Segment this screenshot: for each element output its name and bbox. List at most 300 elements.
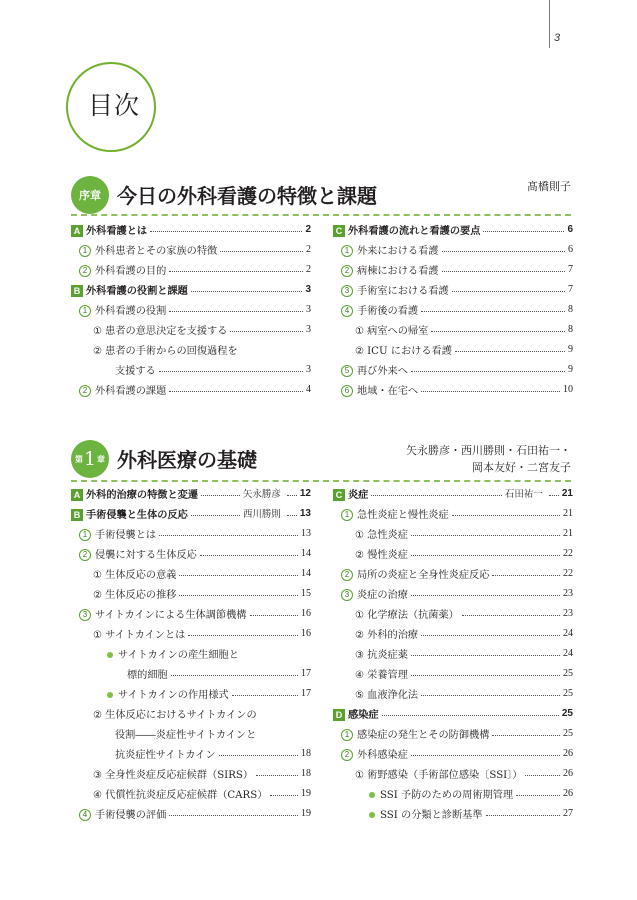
toc-entry-title (71, 486, 198, 501)
leader-dots (492, 735, 560, 736)
circled-number-marker: 4 (341, 305, 353, 317)
page-ref: 7 (568, 263, 573, 275)
page-number: 3 (554, 32, 561, 44)
section-letter-marker: B (71, 285, 83, 297)
toc-entry-title (355, 526, 408, 541)
toc-entry-title (341, 746, 408, 761)
toc-entry-text: 血液浄化法 (367, 689, 419, 701)
toc-entry[interactable] (71, 319, 311, 339)
toc-entry-text: 患者の意思決定を支援する (105, 325, 228, 337)
toc-entry-title (115, 362, 156, 377)
toc-entry-title (93, 586, 176, 601)
page-ref: 21 (563, 527, 573, 539)
leader-dots (492, 575, 560, 576)
header-rule (549, 0, 550, 48)
toc-entry[interactable] (71, 219, 311, 239)
leader-dots (421, 391, 560, 392)
toc-entry-title (333, 222, 480, 237)
toc-entry-text: 感染症 (348, 709, 379, 721)
toc-entry-title (355, 646, 408, 661)
toc-entry-text: 局所の炎症と全身性炎症反応 (357, 569, 490, 581)
section-letter-marker: A (71, 489, 83, 501)
toc-entry[interactable] (71, 279, 311, 299)
toc-entry[interactable] (333, 279, 573, 299)
chapter-divider (71, 214, 571, 216)
toc-entry-text: 外科看護の役割と課題 (86, 285, 188, 297)
page-ref: 16 (301, 607, 311, 619)
toc-entry-text: 抗炎症性サイトカイン (115, 749, 216, 761)
page-ref: 26 (563, 747, 573, 759)
toc-entry-text: 急性炎症 (367, 529, 408, 541)
toc-entry-text: 侵襲に対する生体反応 (95, 549, 197, 561)
chapter-title: 今日の外科看護の特徴と課題 (117, 184, 377, 208)
leader-dots (256, 775, 298, 776)
leader-dots (220, 251, 303, 252)
page-ref: 21 (563, 507, 573, 519)
page-ref: 25 (563, 667, 573, 679)
toc-entry-text: 手術侵襲と生体の反応 (86, 509, 188, 521)
toc-entry[interactable] (71, 763, 311, 783)
subitem-number-marker: ① (355, 609, 365, 621)
page-ref: 18 (301, 767, 311, 779)
leader-dots (483, 231, 564, 232)
subitem-number-marker: ③ (355, 649, 365, 661)
subitem-number-marker: ① (355, 769, 365, 781)
page-ref: 3 (306, 363, 311, 375)
toc-entry[interactable] (333, 723, 573, 743)
chapter-authors (527, 178, 571, 195)
circled-number-marker: 1 (79, 245, 91, 257)
leader-dots (169, 271, 303, 272)
subitem-number-marker: ① (355, 529, 365, 541)
leader-dots (411, 595, 560, 596)
toc-entry-text: 外科看護の役割 (95, 305, 167, 317)
leader-dots (159, 535, 298, 536)
toc-entry-title (341, 726, 489, 741)
toc-entry-text: 代償性抗炎症反応症候群（CARS） (105, 789, 268, 801)
toc-entry-title (341, 566, 489, 581)
toc-entry-text: サイトカインの作用様式 (118, 689, 229, 701)
leader-dots (549, 495, 559, 496)
leader-dots (219, 755, 298, 756)
toc-entry[interactable] (71, 379, 311, 399)
leader-dots (287, 515, 297, 516)
page-ref: 8 (568, 323, 573, 335)
toc-entry-text: 慢性炎症 (367, 549, 408, 561)
leader-dots (250, 615, 299, 616)
toc-entry-title (341, 242, 439, 257)
page-ref: 25 (561, 707, 573, 719)
toc-entry[interactable] (71, 603, 311, 623)
subitem-number-marker: ⑤ (355, 689, 365, 701)
leader-dots (462, 615, 560, 616)
chapter-intro (71, 176, 571, 406)
toc-entry[interactable] (333, 663, 573, 683)
toc-entry-text: 全身性炎症反応症候群（SIRS） (105, 769, 254, 781)
author-line: 岡本友好・二宮友子 (472, 461, 571, 474)
leader-dots (411, 555, 560, 556)
subitem-number-marker: ① (355, 325, 365, 337)
leader-dots (230, 331, 303, 332)
leader-dots (150, 231, 302, 232)
subitem-number-marker: ② (355, 629, 365, 641)
toc-entry-title (355, 322, 428, 337)
toc-entry[interactable] (71, 783, 311, 803)
chapter-title: 外科医療の基礎 (117, 448, 257, 472)
toc-entry[interactable] (71, 543, 311, 563)
page-ref: 23 (563, 607, 573, 619)
page-ref: 10 (563, 383, 573, 395)
toc-entry-text: 生体反応におけるサイトカインの (105, 709, 257, 721)
toc-entry[interactable] (71, 359, 311, 379)
page-ref: 25 (563, 687, 573, 699)
chapter-badge-prefix: 第 (74, 454, 83, 464)
page-ref: 14 (301, 547, 311, 559)
toc-entry[interactable] (71, 503, 311, 523)
leader-dots (232, 695, 298, 696)
toc-entry-text: 病棟における看護 (357, 265, 439, 277)
page-ref: 7 (568, 283, 573, 295)
toc-entry-text: 生体反応の意義 (105, 569, 177, 581)
toc-entry-title (333, 706, 379, 721)
leader-dots (411, 535, 560, 536)
toc-entry[interactable] (71, 803, 311, 823)
page-ref: 24 (563, 627, 573, 639)
toc-entry-title (355, 686, 418, 701)
toc-entry-text: SSI の分類と診断基準 (380, 809, 483, 821)
toc-entry-title (341, 362, 408, 377)
toc-entry[interactable] (333, 239, 573, 259)
page-ref: 13 (301, 527, 311, 539)
page-ref: 26 (563, 787, 573, 799)
toc-entry-title (71, 282, 188, 297)
toc-entry-title (79, 302, 166, 317)
toc-entry-text: 外科看護の課題 (95, 385, 167, 397)
subitem-number-marker: ② (355, 345, 365, 357)
page-ref: 24 (563, 647, 573, 659)
leader-dots (371, 495, 501, 496)
toc-entry-title (93, 786, 267, 801)
toc-entry[interactable] (333, 643, 573, 663)
leader-dots (516, 795, 560, 796)
leader-dots (452, 291, 565, 292)
page-ref: 3 (306, 323, 311, 335)
circled-number-marker: 3 (341, 285, 353, 297)
toc-entry-title (107, 686, 229, 701)
circled-number-marker: 1 (341, 509, 353, 521)
toc-title: 目次 (88, 91, 141, 120)
page-ref: 13 (299, 507, 311, 519)
toc-entry-title (355, 626, 418, 641)
subitem-number-marker: ④ (355, 669, 365, 681)
toc-entry-text: 手術後の看護 (357, 305, 419, 317)
toc-entry-title (93, 706, 257, 721)
toc-entry[interactable] (333, 683, 573, 703)
toc-entry[interactable] (333, 259, 573, 279)
leader-dots (411, 675, 560, 676)
page-ref: 8 (568, 303, 573, 315)
chapter-badge (71, 440, 109, 478)
toc-entry[interactable] (333, 359, 573, 379)
leader-dots (411, 755, 560, 756)
section-author: 矢永勝彦 (242, 489, 281, 500)
toc-entry[interactable] (333, 219, 573, 239)
toc-entry-text: 病室への帰室 (367, 325, 429, 337)
page-ref: 22 (563, 547, 573, 559)
leader-dots (452, 515, 560, 516)
leader-dots (442, 271, 566, 272)
toc-entry-title (341, 262, 439, 277)
subitem-number-marker: ② (93, 709, 103, 721)
toc-entry-text: 炎症の治療 (357, 589, 408, 601)
toc-entry-text: 術野感染（手術部位感染〔SSI〕） (367, 769, 523, 781)
page-ref: 2 (305, 223, 311, 235)
toc-entry-text: SSI 予防のための周術期管理 (380, 789, 514, 801)
page-ref: 2 (306, 243, 311, 255)
toc-entry-text: 役割――炎症性サイトカインと (115, 729, 257, 741)
leader-dots (287, 495, 297, 496)
toc-entry[interactable] (333, 319, 573, 339)
page-ref: 23 (563, 587, 573, 599)
toc-entry-title (93, 626, 185, 641)
toc-entry-text: 地域・在宅へ (357, 385, 419, 397)
circled-number-marker: 2 (79, 385, 91, 397)
toc-entry[interactable] (333, 803, 573, 823)
toc-entry-text: サイトカインの産生細胞と (118, 649, 239, 661)
toc-entry[interactable] (333, 743, 573, 763)
page-ref: 19 (301, 807, 311, 819)
toc-entry-text: 再び外来へ (357, 365, 408, 377)
toc-entry-title (341, 282, 449, 297)
subitem-number-marker: ① (93, 569, 103, 581)
subitem-number-marker: ② (93, 345, 103, 357)
toc-entry[interactable] (333, 703, 573, 723)
toc-entry-text: 急性炎症と慢性炎症 (357, 509, 449, 521)
toc-entry[interactable] (71, 259, 311, 279)
leader-dots (191, 515, 240, 516)
circled-number-marker: 1 (341, 729, 353, 741)
toc-entry-text: 外科看護の目的 (95, 265, 167, 277)
chapter-authors (406, 442, 571, 476)
circled-number-marker: 2 (79, 549, 91, 561)
leader-dots (171, 675, 298, 676)
page-ref: 3 (305, 283, 311, 295)
page-ref: 9 (568, 343, 573, 355)
toc-entry-text: 化学療法（抗菌薬） (367, 609, 459, 621)
page-ref: 3 (306, 303, 311, 315)
circled-number-marker: 2 (341, 749, 353, 761)
toc-entry[interactable] (71, 723, 311, 743)
page-ref: 17 (301, 667, 311, 679)
toc-entry[interactable] (333, 299, 573, 319)
toc-entry-text: 抗炎症薬 (367, 649, 408, 661)
toc-entry-title (93, 566, 176, 581)
page-ref: 12 (299, 487, 311, 499)
leader-dots (382, 715, 559, 716)
toc-entry-title (355, 546, 408, 561)
chapter-badge-number: 1 (83, 448, 97, 470)
subitem-number-marker: ④ (93, 789, 103, 801)
leader-dots (169, 311, 303, 312)
circled-number-marker: 1 (79, 529, 91, 541)
toc-entry-text: 支援する (115, 365, 156, 377)
toc-entry-title (355, 766, 522, 781)
toc-entry-title (355, 666, 408, 681)
toc-entry-text: 外科感染症 (357, 749, 408, 761)
page-ref: 14 (301, 567, 311, 579)
toc-entry[interactable] (71, 583, 311, 603)
toc-entry[interactable] (71, 483, 311, 503)
author-line: 髙橋則子 (527, 180, 571, 193)
toc-entry-text: 患者の手術からの回復過程を (105, 345, 238, 357)
toc-entry-title (115, 726, 256, 741)
toc-entry[interactable] (333, 583, 573, 603)
toc-entry-text: 外科患者とその家族の特徴 (95, 245, 218, 257)
toc-entry-title (79, 526, 156, 541)
toc-entry-text: ICU における看護 (367, 345, 452, 357)
toc-entry-title (79, 806, 166, 821)
toc-entry-title (79, 262, 166, 277)
toc-entry[interactable] (333, 563, 573, 583)
toc-entry-text: サイトカインによる生体調節機構 (95, 609, 247, 621)
toc-entry-title (79, 242, 217, 257)
bullet-icon (107, 652, 113, 658)
circled-number-marker: 2 (341, 265, 353, 277)
toc-entry[interactable] (333, 379, 573, 399)
leader-dots (159, 371, 303, 372)
leader-dots (421, 635, 560, 636)
leader-dots (442, 251, 566, 252)
toc-entry-title (355, 606, 459, 621)
page-ref: 6 (568, 243, 573, 255)
leader-dots (169, 815, 298, 816)
toc-entry[interactable] (71, 643, 311, 663)
leader-dots (191, 291, 303, 292)
toc-entry-text: 生体反応の推移 (105, 589, 177, 601)
chapter-badge-label: 序章 (79, 189, 101, 202)
toc-entry-text: 標的細胞 (127, 669, 168, 681)
toc-entry[interactable] (71, 239, 311, 259)
toc-entry[interactable] (333, 543, 573, 563)
leader-dots (200, 555, 298, 556)
page-ref: 26 (563, 767, 573, 779)
toc-entry-title (341, 382, 418, 397)
toc-entry-text: 手術室における看護 (357, 285, 449, 297)
circled-number-marker: 3 (79, 609, 91, 621)
toc-entry-title (127, 666, 168, 681)
toc-entry[interactable] (71, 339, 311, 359)
section-letter-marker: A (71, 225, 83, 237)
circled-number-marker: 2 (341, 569, 353, 581)
circled-number-marker: 1 (341, 245, 353, 257)
circled-number-marker: 4 (79, 809, 91, 821)
toc-entry-title (93, 766, 253, 781)
toc-entry-text: サイトカインとは (105, 629, 186, 641)
toc-entry[interactable] (71, 623, 311, 643)
leader-dots (411, 655, 560, 656)
subitem-number-marker: ② (93, 589, 103, 601)
toc-entry-text: 外科看護の流れと看護の要点 (348, 225, 481, 237)
toc-entry[interactable] (333, 783, 573, 803)
toc-entry-text: 外科的治療の特徴と変遷 (86, 489, 199, 501)
toc-entry[interactable] (71, 299, 311, 319)
toc-entry[interactable] (333, 523, 573, 543)
page-ref: 2 (306, 263, 311, 275)
page-ref: 4 (306, 383, 311, 395)
toc-entry[interactable] (71, 663, 311, 683)
toc-entry-title (369, 806, 483, 821)
toc-entry[interactable] (333, 339, 573, 359)
toc-entry-text: 手術侵襲の評価 (95, 809, 167, 821)
leader-dots (179, 575, 298, 576)
leader-dots (270, 795, 298, 796)
chapter-badge (71, 176, 109, 214)
chapter-1 (71, 440, 571, 840)
leader-dots (169, 391, 303, 392)
toc-entry-title (93, 342, 238, 357)
page-ref: 9 (568, 363, 573, 375)
toc-entry[interactable] (71, 703, 311, 723)
toc-entry-text: 炎症 (348, 489, 369, 501)
page-ref: 16 (301, 627, 311, 639)
toc-entry-text: 外科看護とは (86, 225, 148, 237)
leader-dots (411, 371, 565, 372)
toc-entry-text: 手術侵襲とは (95, 529, 157, 541)
bullet-icon (369, 812, 375, 818)
section-letter-marker: C (333, 225, 345, 237)
leader-dots (421, 311, 565, 312)
circled-number-marker: 1 (79, 305, 91, 317)
subitem-number-marker: ① (93, 325, 103, 337)
toc-entry-title (115, 746, 216, 761)
circled-number-marker: 6 (341, 385, 353, 397)
page-ref: 22 (563, 567, 573, 579)
toc-entry-title (93, 322, 227, 337)
section-letter-marker: B (71, 509, 83, 521)
toc-entry[interactable] (71, 523, 311, 543)
section-author: 石田祐一 (504, 489, 543, 500)
leader-dots (421, 695, 560, 696)
circled-number-marker: 3 (341, 589, 353, 601)
toc-entry[interactable] (71, 563, 311, 583)
chapter-divider (71, 480, 571, 482)
toc-entry-title (341, 302, 418, 317)
page-ref: 25 (563, 727, 573, 739)
toc-entry[interactable] (333, 763, 573, 783)
toc-entry-title (341, 506, 449, 521)
toc-entry-title (341, 586, 408, 601)
toc-entry[interactable] (333, 503, 573, 523)
toc-entry[interactable] (71, 683, 311, 703)
toc-entry-text: 感染症の発生とその防御機構 (357, 729, 490, 741)
subitem-number-marker: ① (93, 629, 103, 641)
toc-entry-title (79, 382, 166, 397)
author-line: 矢永勝彦・西川勝則・石田祐一・ (406, 444, 571, 457)
toc-entry-title (355, 342, 452, 357)
leader-dots (455, 351, 565, 352)
toc-entry-text: 栄養管理 (367, 669, 408, 681)
toc-entry[interactable] (333, 603, 573, 623)
toc-entry-title (107, 646, 239, 661)
leader-dots (179, 595, 298, 596)
leader-dots (201, 495, 240, 496)
toc-entry[interactable] (71, 743, 311, 763)
page-ref: 27 (563, 807, 573, 819)
toc-entry[interactable] (333, 483, 573, 503)
page-ref: 18 (301, 747, 311, 759)
toc-entry-text: 外科的治療 (367, 629, 419, 641)
toc-entry[interactable] (333, 623, 573, 643)
